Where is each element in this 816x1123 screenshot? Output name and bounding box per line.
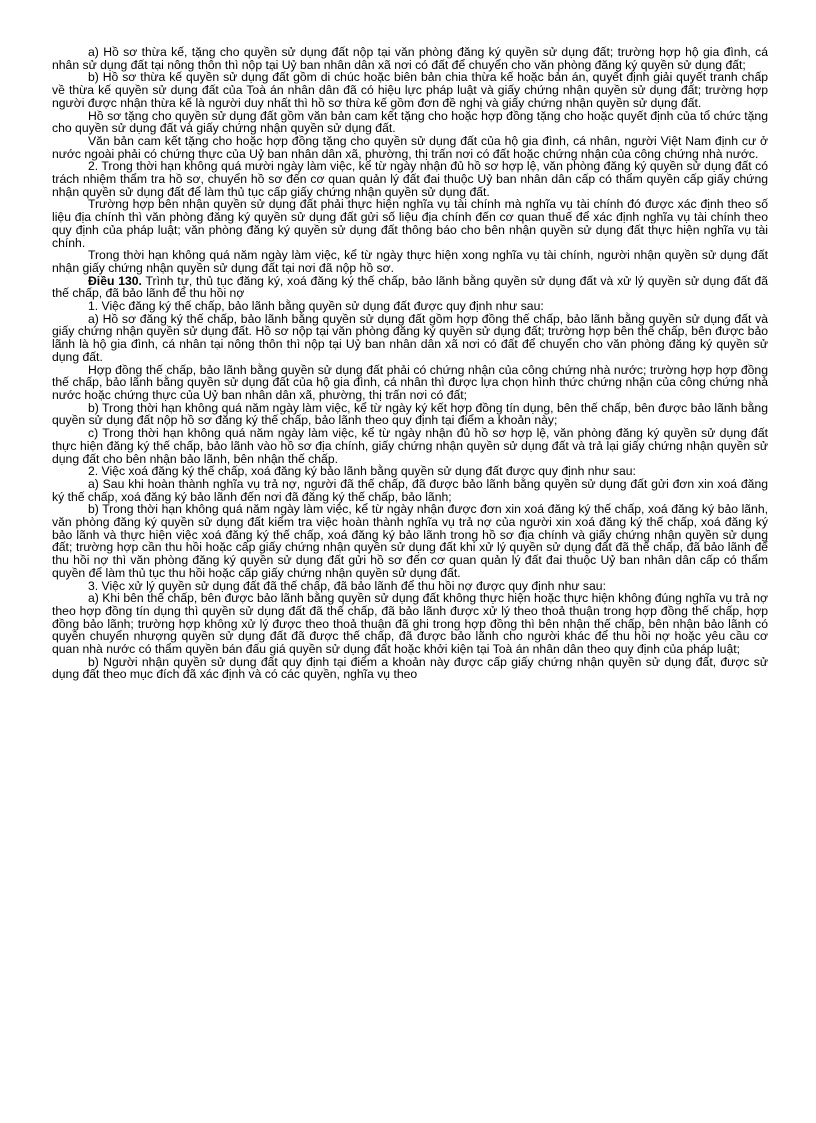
paragraph-art-contract: Hợp đồng thế chấp, bảo lãnh bằng quyền sử dụng đất phải có chứng nhận của công chứng nhà nước; trường hợp hợp đồng thế chấp, bảo lãnh bằng quyền sử dụng đất của hộ gia đình, cá nhân thì được lựa chọn hình thức chứng nhận của công chứng nhà nước hoặc chứng thực của Uỷ ban nhân dân xã, phường, thị trấn nơi có đất; (52, 362, 768, 402)
paragraph-1a: a) Hồ sơ thừa kế, tặng cho quyền sử dụng đất nộp tại văn phòng đăng ký quyền sử dụng đất; trường hợp hộ gia đình, cá nhân sử dụng đất tại nông thôn thì nộp tại Uỷ ban nhân dân xã nơi có đất để chuyển cho văn phòng đăng ký quyền sử dụng đất; (52, 45, 768, 72)
paragraph-art-1a: a) Hồ sơ đăng ký thế chấp, bảo lãnh bằng quyền sử dụng đất gồm hợp đồng thế chấp, bảo lãnh bằng quyền sử dụng đất và giấy chứng nhận quyền sử dụng đất. Hồ sơ nộp tại văn phòng đăng ký quyền sử dụng đất; trường hợp bên thế chấp, bên được bảo lãnh là hộ gia đình, cá nhân tại nông thôn thì nộp tại Uỷ ban nhân dân xã nơi có đất để chuyển cho văn phòng đăng ký quyền sử dụng đất. (52, 311, 768, 364)
paragraph-art-2: 2. Việc xoá đăng ký thế chấp, xoá đăng ký bảo lãnh bằng quyền sử dụng đất được quy định như sau: (88, 464, 636, 479)
article-title: Trình tự, thủ tục đăng ký, xoá đăng ký thế chấp, bảo lãnh bằng quyền sử dụng đất và xử lý quyền sử dụng đất đã thế chấp, đã bảo lãnh để thu hồi nợ (52, 273, 768, 301)
article-heading (52, 275, 768, 300)
paragraph-gift-commitment: Văn bản cam kết tặng cho hoặc hợp đồng tặng cho quyền sử dụng đất của hộ gia đình, cá nhân, người Việt Nam định cư ở nước ngoài phải có chứng thực của Uỷ ban nhân dân xã, phường, thị trấn nơi có đất hoặc chứng nhận của công chứng nhà nước. (52, 133, 768, 161)
paragraph-1b: b) Hồ sơ thừa kế quyền sử dụng đất gồm di chúc hoặc biên bản chia thừa kế hoặc bản án, quyết định giải quyết tranh chấp về thừa kế quyền sử dụng đất của Toà án nhân dân đã có hiệu lực pháp luật và giấy chứng nhận quyền sử dụng đất; trường hợp người được nhận thừa kế là người duy nhất thì hồ sơ thừa kế gồm đơn đề nghị và giấy chứng nhận quyền sử dụng đất. (52, 70, 768, 110)
paragraph-2: 2. Trong thời hạn không quá mười ngày làm việc, kể từ ngày nhận đủ hồ sơ hợp lệ, văn phòng đăng ký quyền sử dụng đất có trách nhiệm thẩm tra hồ sơ, chuyển hồ sơ đến cơ quan quản lý đất đai thuộc Uỷ ban nhân dân cấp có thẩm quyền cấp giấy chứng nhận quyền sử dụng đất để làm thủ tục cấp giấy chứng nhận quyền sử dụng đất. (52, 159, 768, 199)
paragraph-art-3b: b) Người nhận quyền sử dụng đất quy định tại điểm a khoản này được cấp giấy chứng nhận quyền sử dụng đất, được sử dụng đất theo mục đích đã xác định và có các quyền, nghĩa vụ theo (52, 654, 768, 682)
paragraph-art-2b: b) Trong thời hạn không quá năm ngày làm việc, kể từ ngày nhận được đơn xin xoá đăng ký thế chấp, xoá đăng ký bảo lãnh, văn phòng đăng ký quyền sử dụng đất kiểm tra việc hoàn thành nghĩa vụ trả nợ của người xin xoá đăng ký thế chấp, xoá đăng ký bảo lãnh và thực hiện việc xoá đăng ký thế chấp, xoá đăng ký bảo lãnh trong hồ sơ địa chính và giấy chứng nhận quyền sử dụng đất; trường hợp cần thu hồi hoặc cấp giấy chứng nhận quyền sử dụng đất khi xử lý quyền sử dụng đất đã thế chấp, đã bảo lãnh để thu hồi nợ thì văn phòng đăng ký quyền sử dụng đất gửi hồ sơ đến cơ quan quản lý đất đai thuộc Uỷ ban nhân dân cấp có thẩm quyền để làm thủ tục thu hồi hoặc cấp giấy chứng nhận quyền sử dụng đất. (52, 502, 768, 580)
article-label: Điều 130. (88, 273, 142, 288)
paragraph-art-1b: b) Trong thời hạn không quá năm ngày làm việc, kể từ ngày ký kết hợp đồng tín dụng, bên thế chấp, bên được bảo lãnh bằng quyền sử dụng đất nộp hồ sơ đăng ký thế chấp, bảo lãnh theo quy định tại điểm a khoản này; (52, 400, 768, 428)
paragraph-art-1: 1. Việc đăng ký thế chấp, bảo lãnh bằng quyền sử dụng đất được quy định như sau: (88, 299, 544, 314)
paragraph-financial-obligation: Trường hợp bên nhận quyền sử dụng đất phải thực hiện nghĩa vụ tài chính mà nghĩa vụ tài chính đó được xác định theo số liệu địa chính thì văn phòng đăng ký quyền sử dụng đất gửi số liệu địa chính đến cơ quan thuế để xác định nghĩa vụ tài chính theo quy định của pháp luật; văn phòng đăng ký quyền sử dụng đất thông báo cho bên nhận quyền sử dụng đất thực hiện nghĩa vụ tài chính. (52, 197, 768, 250)
paragraph-time-limit: Trong thời hạn không quá năm ngày làm việc, kể từ ngày thực hiện xong nghĩa vụ tài chính, người nhận quyền sử dụng đất nhận giấy chứng nhận quyền sử dụng đất tại nơi đã nộp hồ sơ. (52, 248, 768, 275)
paragraph-gift-dossier: Hồ sơ tặng cho quyền sử dụng đất gồm văn bản cam kết tặng cho hoặc hợp đồng tặng cho hoặc quyết định của tổ chức tặng cho quyền sử dụng đất và giấy chứng nhận quyền sử dụng đất. (52, 108, 768, 136)
paragraph-art-1c: c) Trong thời hạn không quá năm ngày làm việc, kể từ ngày nhận đủ hồ sơ hợp lệ, văn phòng đăng ký quyền sử dụng đất thực hiện đăng ký thế chấp, bảo lãnh vào hồ sơ địa chính, giấy chứng nhận quyền sử dụng đất và trả lại giấy chứng nhận quyền sử dụng đất cho bên nhận bảo lãnh, bên nhận thế chấp. (52, 426, 768, 466)
document-page (52, 46, 768, 681)
paragraph-art-3: 3. Việc xử lý quyền sử dụng đất đã thế chấp, đã bảo lãnh để thu hồi nợ được quy định như sau: (88, 578, 606, 593)
paragraph-art-2a: a) Sau khi hoàn thành nghĩa vụ trả nợ, người đã thế chấp, đã được bảo lãnh bằng quyền sử dụng đất gửi đơn xin xoá đăng ký thế chấp, xoá đăng ký bảo lãnh đến nơi đã đăng ký thế chấp, bảo lãnh; (52, 476, 768, 504)
paragraph-art-3a: a) Khi bên thế chấp, bên được bảo lãnh bằng quyền sử dụng đất không thực hiện hoặc thực hiện không đúng nghĩa vụ trả nợ theo hợp đồng tín dụng thì quyền sử dụng đất đã thế chấp, đã bảo lãnh được xử lý theo thoả thuận trong hợp đồng thế chấp, hợp đồng bảo lãnh; trường hợp không xử lý được theo thoả thuận đã ghi trong hợp đồng thì bên nhận thế chấp, bên nhận bảo lãnh có quyền chuyển nhượng quyền sử dụng đất đã được thế chấp, đã được bảo lãnh cho người khác để thu hồi nợ hoặc yêu cầu cơ quan nhà nước có thẩm quyền bán đấu giá quyền sử dụng đất hoặc khởi kiện tại Toà án nhân dân theo quy định của pháp luật; (52, 591, 768, 657)
